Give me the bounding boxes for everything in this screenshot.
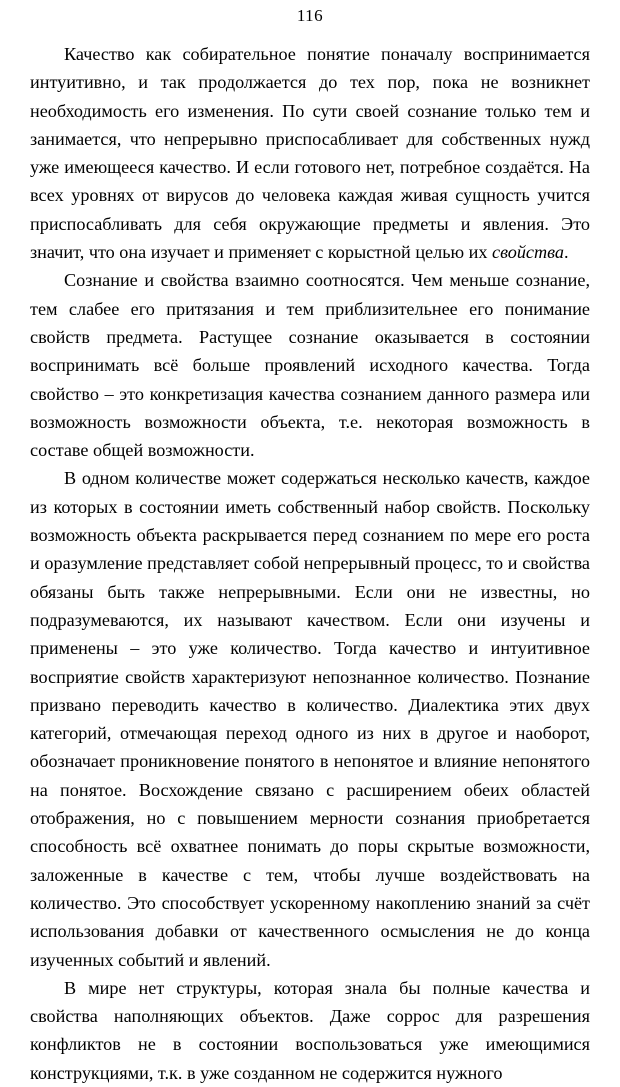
paragraph: В мире нет структуры, которая знала бы полные качества и свойства наполняющих объектов. Даже соррос для разрешения конфликтов не в состоянии воспользоваться уже имеющимися конструкциями, т.к. в уже созданном не содержится нужного — [30, 977, 590, 1083]
document-page — [0, 6, 620, 1083]
paragraph: В одном количестве может содержаться несколько качеств, каждое из которых в состоянии иметь собственный набор свойств. Поскольку возможность объекта раскрывается перед сознанием по мере его роста и оразумление представляет собой непрерывный процесс, то и свойства обязаны быть также непрерывными. Если они не известны, но подразумеваются, их называют качеством. Если они изучены и применены – это уже количество. Тогда качество и интуитивное восприятие свойств характеризуют непознанное количество. Познание призвано переводить качество в количество. Диалектика этих двух категорий, отмечающая переход одного из них в другое и наоборот, обозначает проникновение понятого в непонятое и влияние непонятого на понятое. Восхождение связано с расширением обеих областей отображения, но с повышением мерности сознания приобретается способность всё охватнее понимать до поры скрытые возможности, заложенные в качестве с тем, чтобы лучше воздействовать на количество. Это способствует ускоренному накоплению знаний за счёт использования добавки от качественного осмысления не до конца изученных событий и явлений. — [30, 468, 590, 970]
page-number: 116 — [296, 6, 324, 25]
page-body — [30, 40, 590, 1087]
paragraph: Качество как собирательное понятие поначалу воспринимается интуитивно, и так продолжается до тех пор, пока не возникнет необходимость его изменения. По сути своей сознание только тем и занимается, что непрерывно приспосабливает для собственных нужд уже имеющееся качество. И если готового нет, потребное создаётся. На всех уровнях от вирусов до человека каждая живая сущность учится приспосабливать для себя окружающие предметы и явления. Это значит, что она изучает и применяет с корыстной целью их свойства. — [30, 44, 590, 263]
paragraph: Сознание и свойства взаимно соотносятся. Чем меньше сознание, тем слабее его притязания и тем приблизительнее его понимание свойств предмета. Растущее сознание оказывается в состоянии воспринимать всё больше проявлений исходного качества. Тогда свойство – это конкретизация качества сознанием данного размера или возможность возможности объекта, т.е. некоторая возможность в составе общей возможности. — [30, 270, 590, 461]
